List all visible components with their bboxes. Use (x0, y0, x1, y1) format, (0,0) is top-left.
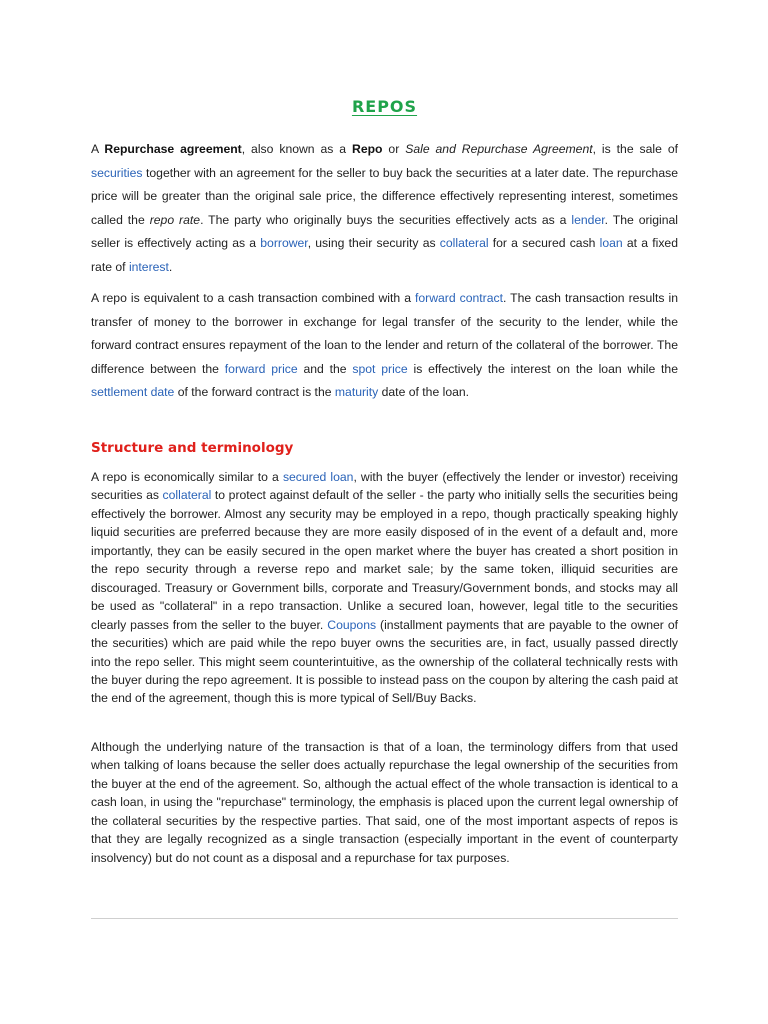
text-run: at a fixed rate of (91, 236, 678, 274)
text-run: together with an agreement for the seller to buy back the securities at a later date. The repurchase price will be greater than the original sale price, the difference effectively representing interest, sometimes called the (91, 165, 678, 227)
inline-link[interactable]: securities (91, 165, 143, 180)
text-run: . (168, 259, 173, 274)
inline-link[interactable]: spot price (352, 361, 408, 376)
paragraph-definition (91, 138, 678, 279)
inline-link[interactable]: collateral (439, 236, 489, 250)
document-title: REPOS (351, 97, 418, 116)
text-run: is effectively the interest on the loan while the (407, 361, 678, 376)
inline-link[interactable]: maturity (334, 385, 379, 399)
text-run: , with the buyer (effectively the lender or investor) receiving securities as (91, 470, 678, 503)
text-run: date of the loan. (378, 385, 470, 399)
footer-divider (91, 918, 678, 919)
text-run: for a secured cash (488, 236, 600, 250)
section-heading-structure: Structure and terminology (91, 440, 294, 456)
inline-link[interactable]: collateral (162, 488, 212, 503)
text-run: . The cash transaction results in transfer of money to the borrower in exchange for legal transfer of the security to the lender, while the forward contract ensures repayment of the loan to the lender and return of the collateral of the borrower. The difference between the (91, 291, 678, 376)
inline-link[interactable]: secured loan (282, 470, 354, 484)
text-run: . The original seller is effectively acting as a (91, 212, 679, 250)
text-run: , also known as a (241, 142, 353, 156)
text-run: A (91, 142, 105, 156)
bold-term: Repurchase agreement (104, 142, 242, 156)
inline-link[interactable]: settlement date (91, 385, 175, 399)
italic-term: Sale and Repurchase Agreement (405, 142, 593, 156)
text-run: A repo is equivalent to a cash transaction combined with a (91, 291, 415, 305)
inline-link[interactable]: Coupons (327, 617, 377, 632)
inline-link[interactable]: forward contract (414, 291, 503, 305)
inline-link[interactable]: lender (571, 212, 605, 227)
text-run: Although the underlying nature of the transaction is that of a loan, the terminology differs from that used when talking of loans because the seller does actually repurchase the legal ownership of the securities from the buyer at the end of the agreement. So, although the actual effect of the whole transaction is identical to a cash loan, in using the "repurchase" terminology, the emphasis is placed upon the current legal ownership of the collateral securities by the respective parties. That said, one of the most important aspects of repos is that they are legally recognized as a single transaction (especially important in the event of counterparty insolvency) but do not count as a disposal and a repurchase for tax purposes. (91, 740, 678, 865)
italic-term: repo rate (149, 212, 201, 227)
inline-link[interactable]: interest (128, 259, 169, 274)
inline-link[interactable]: borrower (260, 236, 308, 250)
paragraph-cash-transaction (91, 287, 678, 405)
text-run: and the (297, 361, 353, 376)
paragraph-terminology (91, 738, 678, 867)
inline-link[interactable]: forward price (224, 361, 298, 376)
paragraph-economic-similarity (91, 468, 678, 708)
text-run: to protect against default of the seller - the party who initially sells the securities being effectively the borrower. Almost any security may be employed in a repo, though practically speaking highly liquid securities are preferred because they are more easily disposed of in the event of a default and, more importantly, they can be easily secured in the open market where the buyer has created a short position in the repo security through a reverse repo and market sale; by the same token, illiquid securities are discouraged. Treasury or Government bills, corporate and Treasury/Government bonds, and stocks may all be used as "collateral" in a repo transaction. Unlike a secured loan, however, legal title to the securities clearly passes from the seller to the buyer. (91, 488, 679, 632)
text-run: or (382, 142, 406, 156)
text-run: (installment payments that are payable to the owner of the securities) which are paid while the repo buyer owns the securities are, in fact, usually passed directly into the repo seller. This might seem counterintuitive, as the ownership of the collateral technically rests with the buyer during the repo agreement. It is possible to instead pass on the coupon by altering the cash paid at the end of the agreement, though this is more typical of Sell/Buy Backs. (91, 617, 678, 706)
text-run: A repo is economically similar to a (91, 470, 283, 484)
text-run: of the forward contract is the (174, 385, 335, 399)
inline-link[interactable]: loan (599, 236, 623, 250)
text-run: , is the sale of (592, 142, 678, 156)
text-run: . The party who originally buys the securities effectively acts as a (200, 212, 572, 227)
text-run: , using their security as (307, 236, 440, 250)
bold-term: Repo (352, 142, 383, 156)
